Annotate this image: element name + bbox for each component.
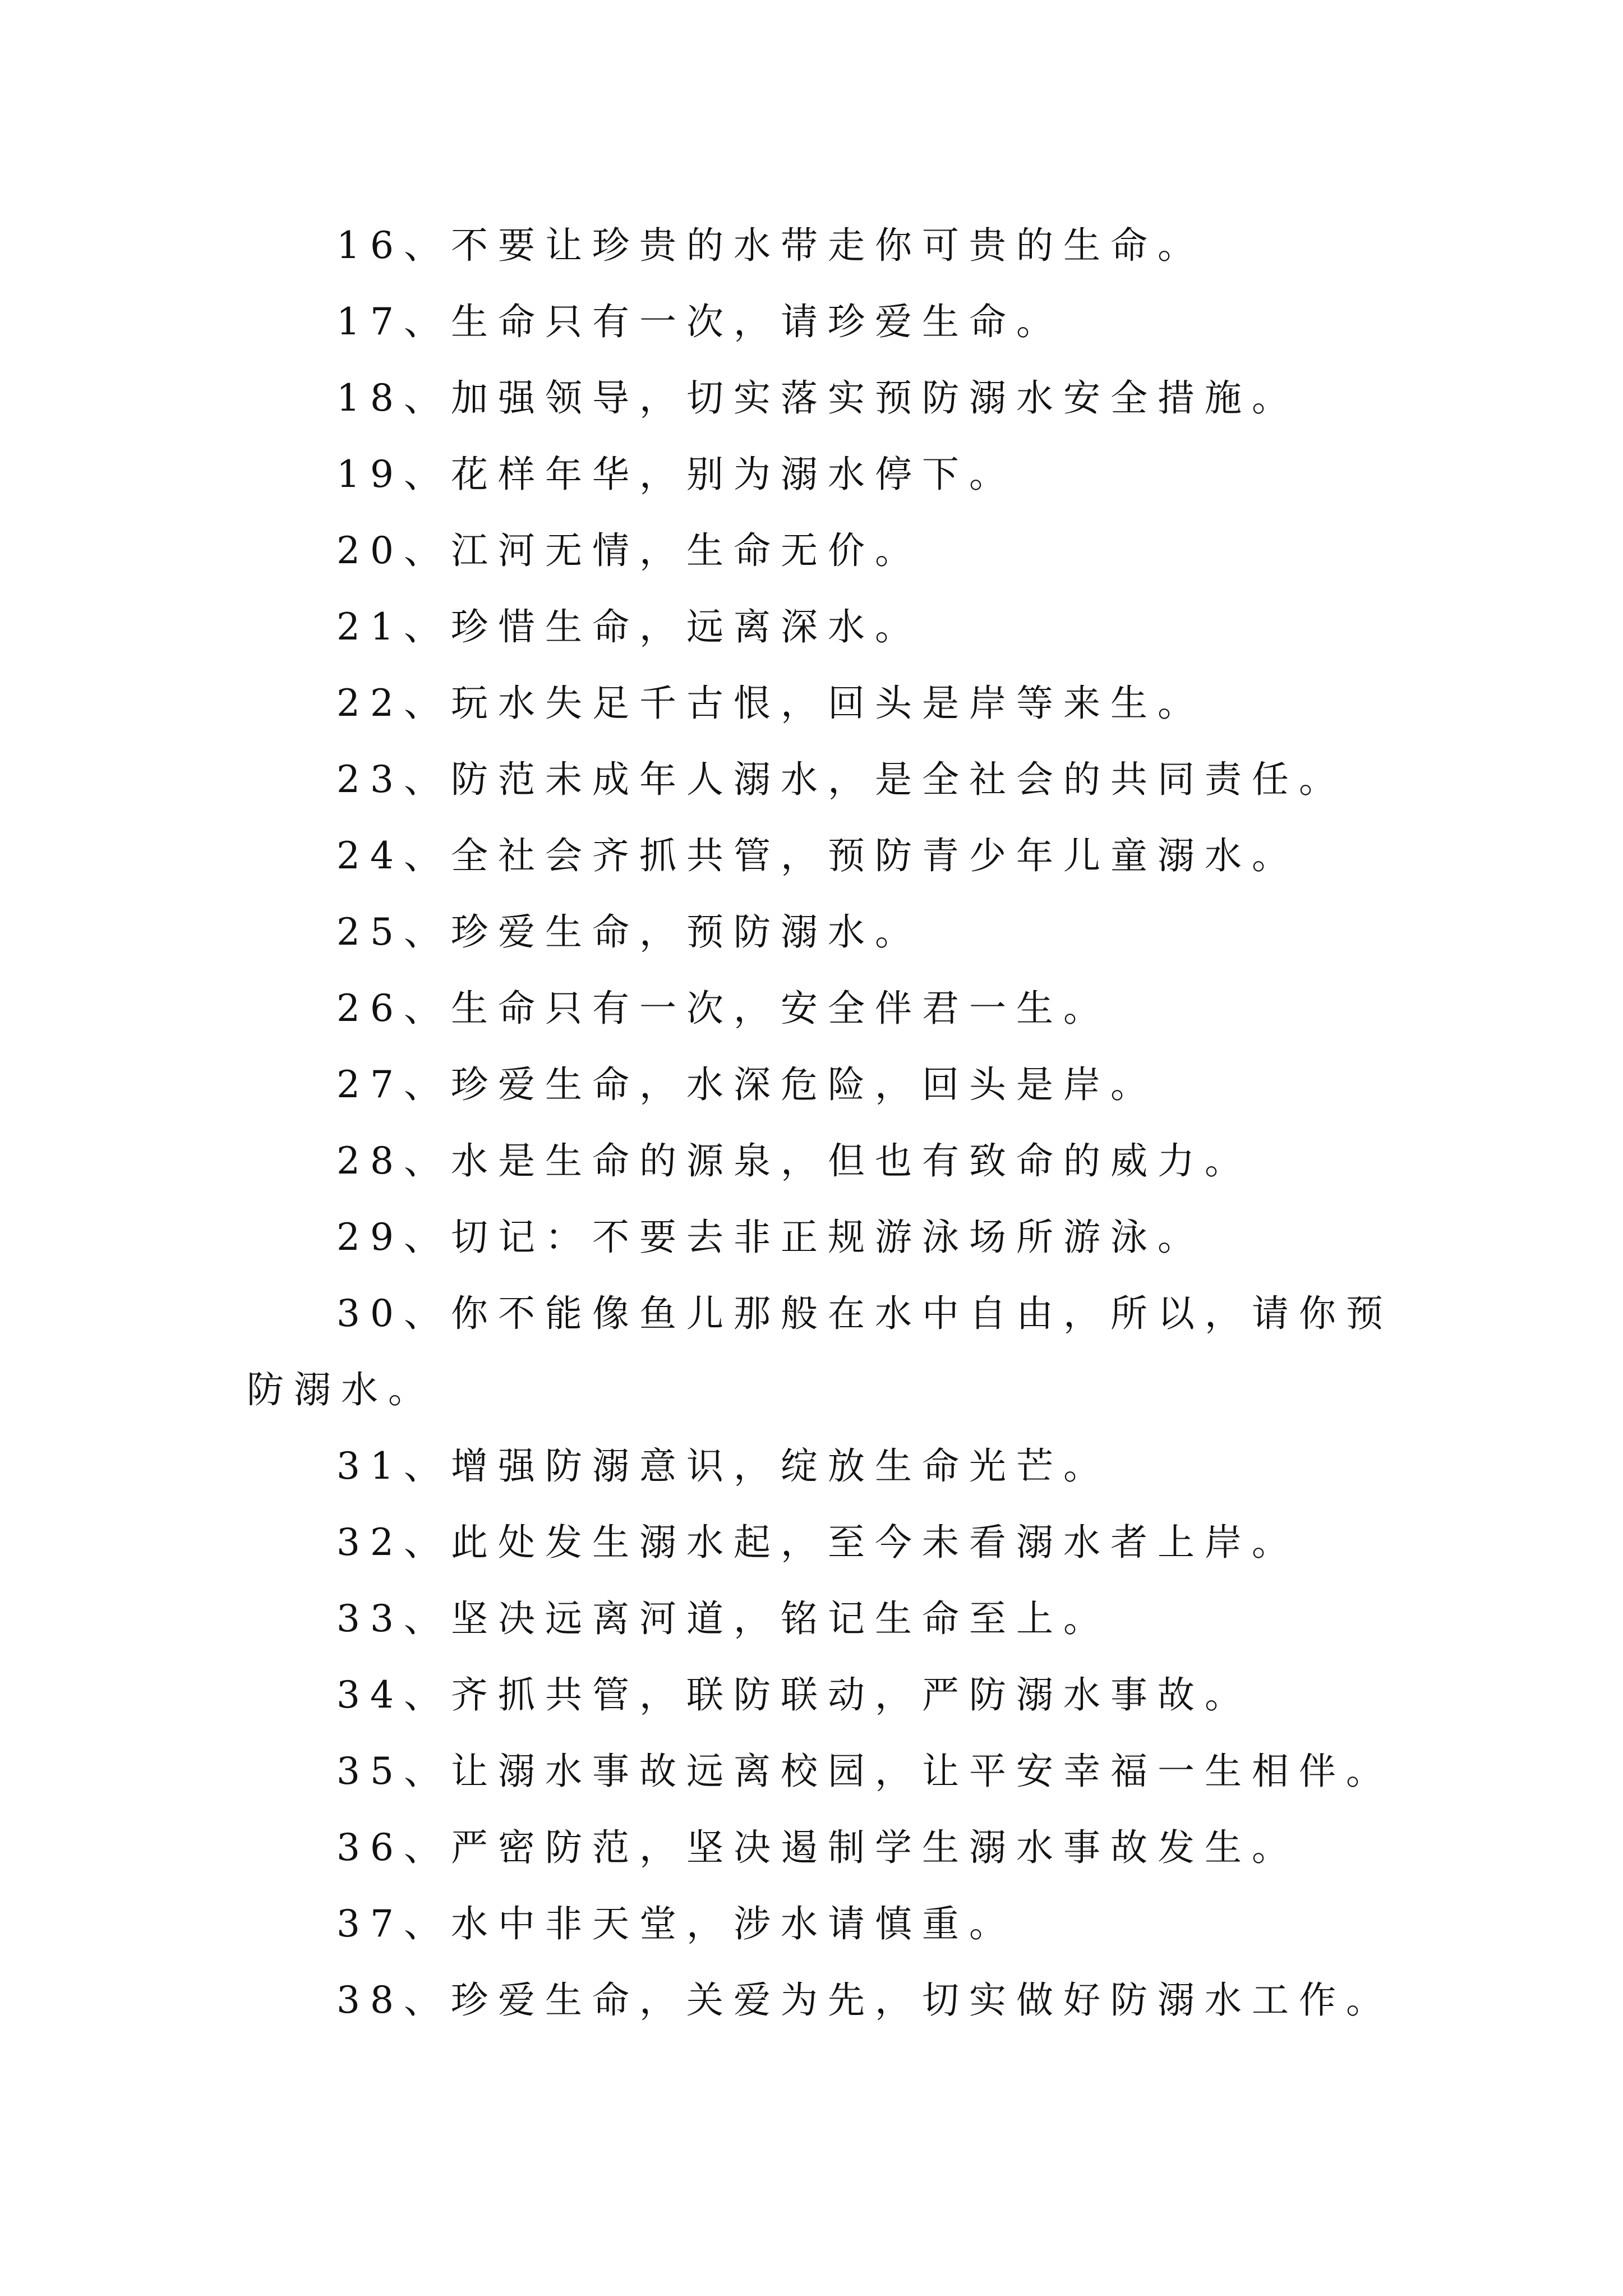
slogan-line: 32、此处发生溺水起，至今未看溺水者上岸。 xyxy=(336,1521,1299,1564)
slogan-line: 24、全社会齐抓共管，预防青少年儿童溺水。 xyxy=(336,834,1299,877)
slogan-line: 38、珍爱生命，关爱为先，切实做好防溺水工作。 xyxy=(336,1978,1393,2022)
slogan-line: 35、让溺水事故远离校园，让平安幸福一生相伴。 xyxy=(336,1750,1393,1793)
slogan-line: 29、切记：不要去非正规游泳场所游泳。 xyxy=(336,1216,1205,1259)
slogan-line: 33、坚决远离河道，铭记生命至上。 xyxy=(336,1597,1110,1640)
slogan-line: 20、江河无情，生命无价。 xyxy=(336,529,922,572)
slogan-line: 18、加强领导，切实落实预防溺水安全措施。 xyxy=(336,376,1299,420)
slogan-line: 23、防范未成年人溺水，是全社会的共同责任。 xyxy=(336,758,1346,801)
slogan-line: 28、水是生命的源泉，但也有致命的威力。 xyxy=(336,1139,1252,1182)
slogan-line: 22、玩水失足千古恨，回头是岸等来生。 xyxy=(336,682,1205,725)
document-body xyxy=(247,208,1396,2039)
slogan-line: 30、你不能像鱼儿那般在水中自由，所以，请你预防溺水。 xyxy=(247,1292,1393,1411)
slogan-line: 21、珍惜生命，远离深水。 xyxy=(336,605,922,648)
slogan-line: 26、生命只有一次，安全伴君一生。 xyxy=(336,987,1110,1030)
slogan-line: 25、珍爱生命，预防溺水。 xyxy=(336,910,922,954)
slogan-line: 19、花样年华，别为溺水停下。 xyxy=(336,453,1016,496)
slogan-line: 31、增强防溺意识，绽放生命光芒。 xyxy=(336,1444,1110,1488)
slogan-line: 34、齐抓共管，联防联动，严防溺水事故。 xyxy=(336,1673,1252,1717)
slogan-line: 16、不要让珍贵的水带走你可贵的生命。 xyxy=(336,224,1205,267)
slogan-line: 37、水中非天堂，涉水请慎重。 xyxy=(336,1902,1016,1945)
slogan-line: 36、严密防范，坚决遏制学生溺水事故发生。 xyxy=(336,1826,1299,1869)
slogan-line: 27、珍爱生命，水深危险，回头是岸。 xyxy=(336,1063,1158,1106)
slogan-line: 17、生命只有一次，请珍爱生命。 xyxy=(336,300,1063,343)
